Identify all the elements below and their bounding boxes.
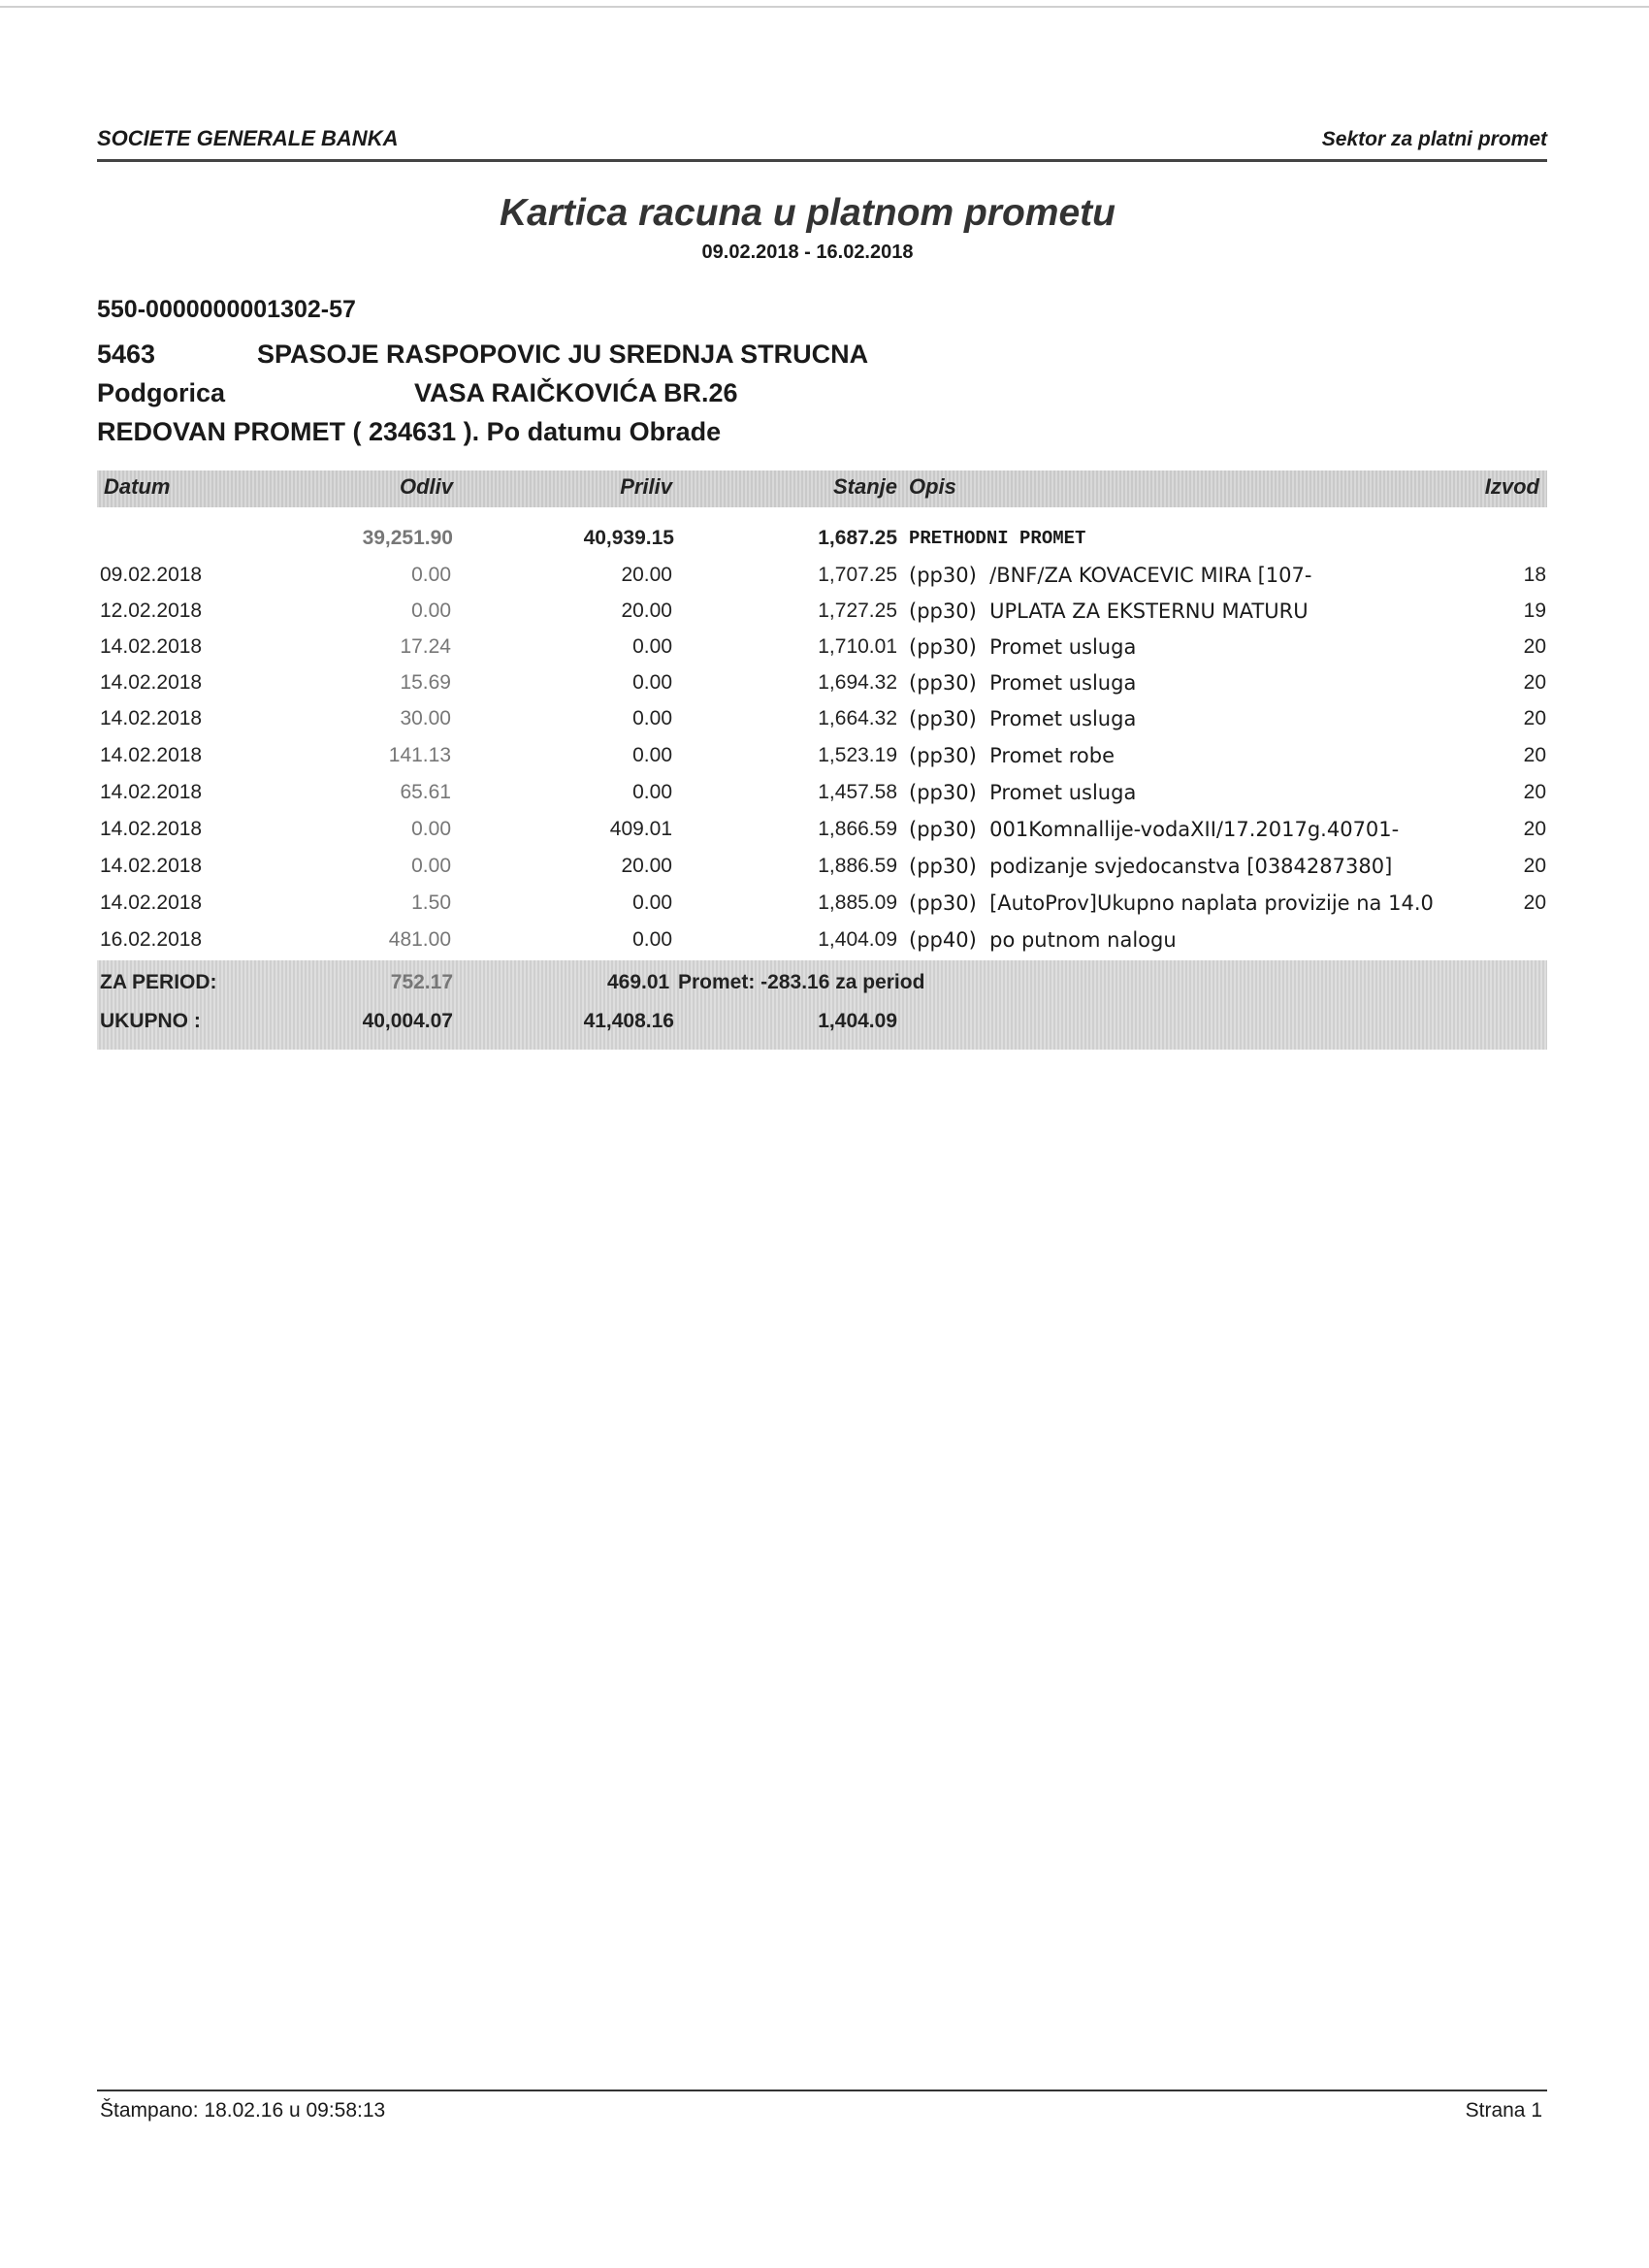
cell-odliv: 0.00 (411, 599, 451, 622)
cell-opis: (pp30) Promet usluga (909, 707, 1137, 730)
cell-izvod: 18 (1523, 564, 1546, 586)
cell-opis: (pp30) Promet robe (909, 744, 1115, 767)
cell-stanje: 1,886.59 (818, 855, 897, 877)
cell-priliv: 0.00 (632, 781, 672, 803)
cell-priliv: 0.00 (632, 707, 672, 729)
footer-rule (97, 2090, 1547, 2091)
previous-stanje: 1,687.25 (818, 527, 897, 549)
cell-opis: (pp30) Promet usluga (909, 781, 1137, 804)
cell-datum: 14.02.2018 (100, 855, 203, 877)
document-title: Kartica racuna u platnom prometu (500, 192, 1116, 234)
period-total-promet: Promet: -283.16 za period (678, 971, 925, 993)
cell-priliv: 20.00 (621, 855, 672, 877)
cell-stanje: 1,404.09 (818, 928, 897, 951)
cell-priliv: 0.00 (632, 891, 672, 914)
cell-stanje: 1,457.58 (818, 781, 897, 803)
cell-izvod: 20 (1523, 855, 1546, 877)
previous-opis: PRETHODNI PROMET (909, 528, 1086, 549)
document-period: 09.02.2018 - 16.02.2018 (701, 242, 914, 263)
cell-stanje: 1,664.32 (818, 707, 897, 729)
cell-priliv: 0.00 (632, 744, 672, 766)
account-turnover-type: REDOVAN PROMET ( 234631 ). Po datumu Obrade (97, 417, 722, 446)
column-header-datum: Datum (104, 474, 171, 499)
cell-izvod: 19 (1523, 599, 1546, 622)
cell-stanje: 1,707.25 (818, 564, 897, 586)
column-header-izvod: Izvod (1484, 474, 1539, 499)
cell-priliv: 0.00 (632, 671, 672, 694)
scan-edge-line (0, 6, 1649, 8)
cell-opis: (pp30) 001Komnallije-vodaXII/17.2017g.40701- (909, 818, 1400, 841)
cell-odliv: 15.69 (400, 671, 451, 694)
cell-opis: (pp30) Promet usluga (909, 671, 1137, 695)
cell-stanje: 1,885.09 (818, 891, 897, 914)
account-holder-name: SPASOJE RASPOPOVIC JU SREDNJA STRUCNA (257, 340, 869, 369)
cell-odliv: 17.24 (400, 635, 451, 658)
cell-stanje: 1,523.19 (818, 744, 897, 766)
sector-name: Sektor za platni promet (1321, 128, 1547, 150)
account-address: VASA RAIČKOVIĆA BR.26 (414, 378, 738, 407)
grand-total-stanje: 1,404.09 (818, 1010, 897, 1032)
page-number: Strana 1 (1465, 2099, 1542, 2122)
period-total-odliv: 752.17 (390, 971, 453, 993)
cell-stanje: 1,727.25 (818, 599, 897, 622)
cell-izvod: 20 (1523, 744, 1546, 766)
cell-izvod: 20 (1523, 707, 1546, 729)
cell-datum: 14.02.2018 (100, 744, 203, 766)
cell-datum: 12.02.2018 (100, 599, 203, 622)
cell-datum: 14.02.2018 (100, 781, 203, 803)
cell-datum: 16.02.2018 (100, 928, 203, 951)
cell-opis: (pp30) /BNF/ZA KOVACEVIC MIRA [107- (909, 564, 1312, 587)
cell-priliv: 20.00 (621, 564, 672, 586)
account-city: Podgorica (97, 378, 226, 407)
grand-total-priliv: 41,408.16 (583, 1010, 674, 1032)
cell-opis: (pp30) podizanje svjedocanstva [0384287380] (909, 855, 1393, 878)
cell-opis: (pp30) [AutoProv]Ukupno naplata provizije na 14.0 (909, 891, 1434, 915)
cell-datum: 14.02.2018 (100, 891, 203, 914)
cell-priliv: 0.00 (632, 635, 672, 658)
period-total-priliv: 469.01 (607, 971, 670, 993)
previous-odliv: 39,251.90 (362, 527, 453, 549)
cell-stanje: 1,694.32 (818, 671, 897, 694)
grand-total-label: UKUPNO : (100, 1010, 201, 1032)
grand-total-odliv: 40,004.07 (362, 1010, 453, 1032)
cell-priliv: 20.00 (621, 599, 672, 622)
bank-name: SOCIETE GENERALE BANKA (97, 126, 399, 150)
printed-timestamp: Štampano: 18.02.16 u 09:58:13 (100, 2099, 386, 2122)
account-code: 5463 (97, 340, 156, 369)
previous-priliv: 40,939.15 (583, 527, 674, 549)
period-total-label: ZA PERIOD: (100, 971, 217, 993)
cell-datum: 14.02.2018 (100, 635, 203, 658)
cell-izvod: 20 (1523, 671, 1546, 694)
cell-odliv: 65.61 (400, 781, 451, 803)
cell-stanje: 1,710.01 (818, 635, 897, 658)
account-number: 550-0000000001302-57 (97, 296, 356, 323)
column-header-opis: Opis (909, 474, 956, 499)
cell-opis: (pp40) po putnom nalogu (909, 928, 1177, 952)
cell-odliv: 0.00 (411, 855, 451, 877)
column-header-stanje: Stanje (832, 474, 897, 499)
cell-opis: (pp30) Promet usluga (909, 635, 1137, 659)
cell-izvod: 20 (1523, 635, 1546, 658)
cell-izvod: 20 (1523, 891, 1546, 914)
cell-odliv: 30.00 (400, 707, 451, 729)
cell-datum: 14.02.2018 (100, 707, 203, 729)
cell-datum: 09.02.2018 (100, 564, 203, 586)
cell-stanje: 1,866.59 (818, 818, 897, 840)
cell-datum: 14.02.2018 (100, 671, 203, 694)
column-header-odliv: Odliv (399, 474, 453, 499)
cell-izvod: 20 (1523, 818, 1546, 840)
cell-priliv: 0.00 (632, 928, 672, 951)
header-rule (97, 159, 1547, 162)
cell-odliv: 0.00 (411, 818, 451, 840)
cell-izvod: 20 (1523, 781, 1546, 803)
cell-opis: (pp30) UPLATA ZA EKSTERNU MATURU (909, 599, 1309, 623)
cell-odliv: 1.50 (411, 891, 451, 914)
cell-datum: 14.02.2018 (100, 818, 203, 840)
column-header-priliv: Priliv (620, 474, 672, 499)
cell-odliv: 141.13 (388, 744, 451, 766)
cell-odliv: 481.00 (388, 928, 451, 951)
cell-priliv: 409.01 (609, 818, 672, 840)
cell-odliv: 0.00 (411, 564, 451, 586)
